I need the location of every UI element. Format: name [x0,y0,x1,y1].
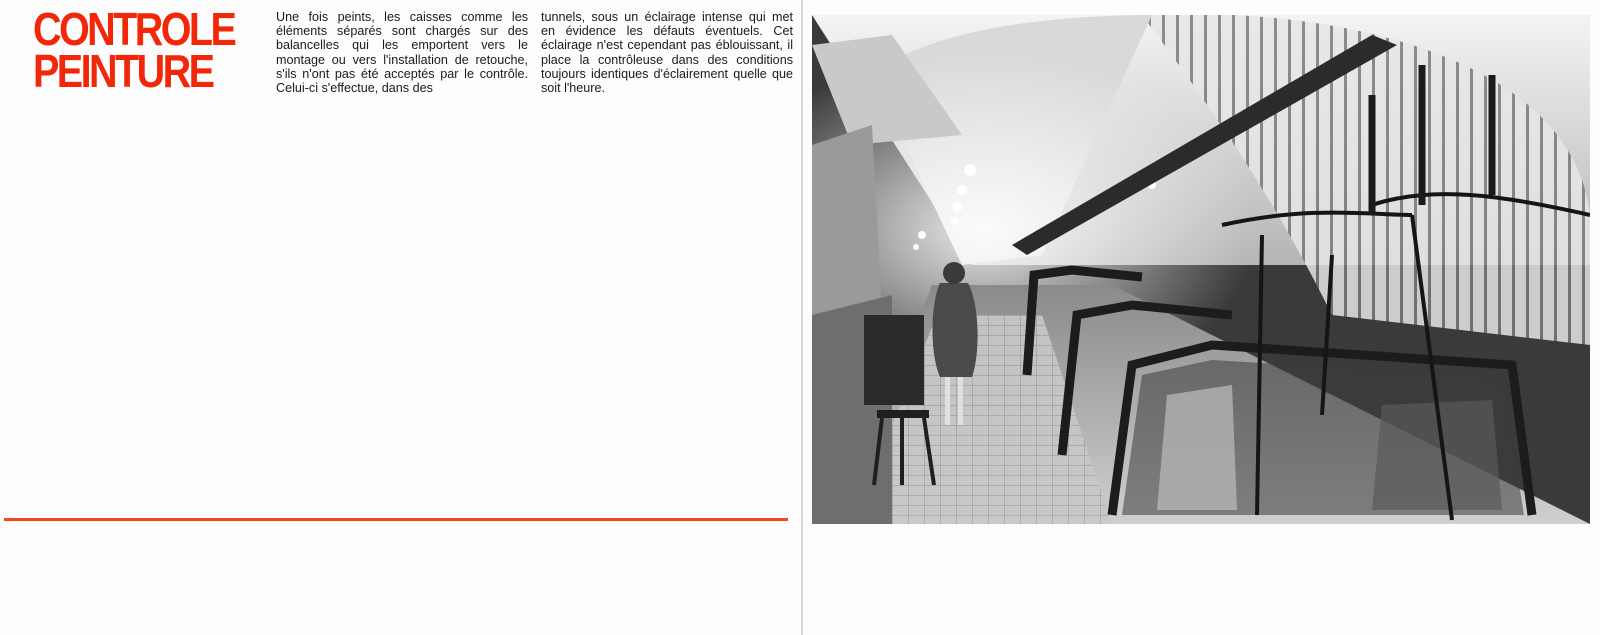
body-text-column-1: Une fois peints, les caisses comme les éléments séparés sont chargés sur des balancelles qui les emportent vers le montage ou vers l'installation de retouche, s'ils n'ont pas été acceptés par le contrôle. Celui-ci s'effectue, dans des [276,10,528,96]
body-text-column-2: tunnels, sous un éclairage intense qui met en évidence les défauts éventuels. Cet éclairage n'est cependant pas éblouissant, il place la contrôleuse dans des conditions toujours identiques d'éclairement quelle que soit l'heure. [541,10,793,96]
photo-illustration [812,15,1590,524]
page-title [33,3,235,97]
accent-rule [4,518,788,521]
title-line-2: PEINTURE [33,45,213,97]
title-line-1: CONTROLE [33,3,235,55]
inspection-tunnel-photo [812,15,1590,524]
